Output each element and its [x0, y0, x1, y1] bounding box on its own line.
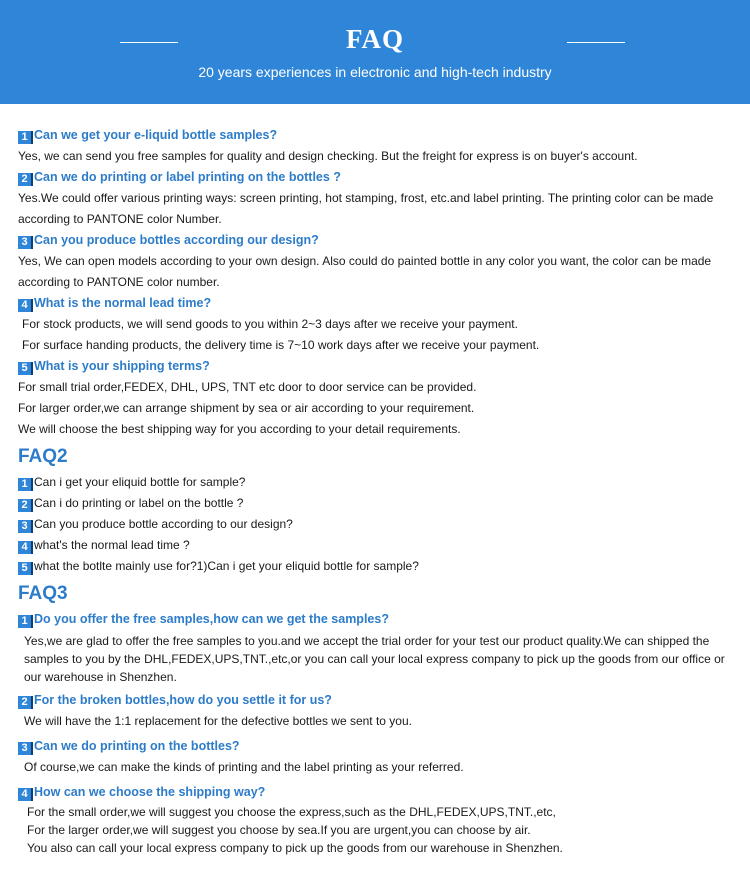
faq1-answer-3: Yes, We can open models according to your own design. Also could do painted bottle in any color you want, the color can be made according to PANTONE color number.: [18, 254, 712, 289]
question-text: How can we choose the shipping way?: [34, 785, 266, 799]
faq2-item-4: [18, 535, 738, 556]
number-badge: 2: [18, 499, 33, 512]
faq-banner: [0, 0, 750, 104]
question-text: Do you offer the free samples,how can we get the samples?: [34, 612, 389, 626]
number-badge: 3: [18, 236, 33, 249]
faq2-item-5: [18, 556, 738, 577]
faq1-question-3: [18, 230, 738, 251]
question-text: Can we get your e-liquid bottle samples?: [34, 128, 278, 142]
faq3-answer-4a: For the small order,we will suggest you choose the express,such as the DHL,FEDEX,UPS,TNT.,etc,: [27, 805, 556, 819]
question-text: Can i get your eliquid bottle for sample?: [34, 475, 246, 489]
faq3-question-1: [18, 609, 738, 630]
faq1-answer-4a: For stock products, we will send goods to you within 2~3 days after we receive your payment.: [22, 317, 518, 331]
number-badge: 2: [18, 173, 33, 186]
faq1-answer-5b: For larger order,we can arrange shipment by sea or air according to your requirement.: [18, 401, 475, 415]
banner-rule-right: [567, 42, 625, 43]
number-badge: 3: [18, 742, 33, 755]
faq3-answer-4b: For the larger order,we will suggest you choose by sea.If you are urgent,you can choose by air.: [27, 823, 531, 837]
question-text: Can you produce bottle according to our design?: [34, 517, 293, 531]
faq2-item-1: [18, 472, 738, 493]
number-badge: 4: [18, 541, 33, 554]
faq1-answer-1: Yes, we can send you free samples for quality and design checking. But the freight for express is on buyer's account.: [18, 149, 638, 163]
faq3-answer-3: Of course,we can make the kinds of printing and the label printing as your referred.: [24, 760, 464, 774]
faq1-question-2: [18, 167, 738, 188]
faq3-answer-4c: You also can call your local express company to pick up the goods from our warehouse in Shenzhen.: [27, 841, 563, 855]
number-badge: 1: [18, 478, 33, 491]
faq1-question-5: [18, 356, 738, 377]
faq2-item-2: [18, 493, 738, 514]
faq1-question-4: [18, 293, 738, 314]
number-badge: 4: [18, 299, 33, 312]
faq1-answer-5a: For small trial order,FEDEX, DHL, UPS, TNT etc door to door service can be provided.: [18, 380, 477, 394]
question-text: Can you produce bottles according our design?: [34, 233, 319, 247]
faq3-question-2: [18, 690, 738, 711]
question-text: For the broken bottles,how do you settle it for us?: [34, 693, 332, 707]
banner-subtitle: 20 years experiences in electronic and high-tech industry: [198, 64, 552, 80]
number-badge: 5: [18, 362, 33, 375]
faq3-question-3: [18, 736, 738, 757]
number-badge: 1: [18, 615, 33, 628]
number-badge: 1: [18, 131, 33, 144]
faq3-section: [18, 579, 738, 857]
question-text: What is the normal lead time?: [34, 296, 212, 310]
question-text: What is your shipping terms?: [34, 359, 210, 373]
question-text: Can we do printing on the bottles?: [34, 739, 240, 753]
number-badge: 4: [18, 788, 33, 801]
number-badge: 3: [18, 520, 33, 533]
number-badge: 2: [18, 696, 33, 709]
faq2-section: [18, 442, 738, 577]
faq1-section: [18, 125, 738, 440]
banner-title: FAQ: [346, 24, 404, 54]
faq1-answer-4b: For surface handing products, the delivery time is 7~10 work days after we receive your payment.: [22, 338, 540, 352]
faq2-title: FAQ2: [18, 446, 68, 467]
question-text: what's the normal lead time ?: [34, 538, 190, 552]
question-text: Can i do printing or label on the bottle ?: [34, 496, 244, 510]
faq3-title: FAQ3: [18, 583, 68, 604]
question-text: what the botlte mainly use for?1)Can i get your eliquid bottle for sample?: [34, 559, 419, 573]
faq1-answer-5c: We will choose the best shipping way for you according to your detail requirements.: [18, 422, 461, 436]
faq2-item-3: [18, 514, 738, 535]
faq-content: [0, 104, 738, 857]
faq3-answer-2: We will have the 1:1 replacement for the defective bottles we sent to you.: [24, 714, 412, 728]
question-text: Can we do printing or label printing on the bottles ?: [34, 170, 341, 184]
number-badge: 5: [18, 562, 33, 575]
faq1-answer-2: Yes.We could offer various printing ways: screen printing, hot stamping, frost, etc.and label printing. The printing color can be made according to PANTONE color Number.: [18, 191, 714, 226]
faq3-answer-1: Yes,we are glad to offer the free samples to you.and we accept the trial order for your test our product quality.We can shipped the samples to you by the DHL,FEDEX,UPS,TNT.,etc,or you can call your local express company to pick up the goods from our office or our warehouse in Shenzhen.: [24, 634, 725, 684]
faq3-question-4: [18, 782, 738, 803]
faq1-question-1: [18, 125, 738, 146]
